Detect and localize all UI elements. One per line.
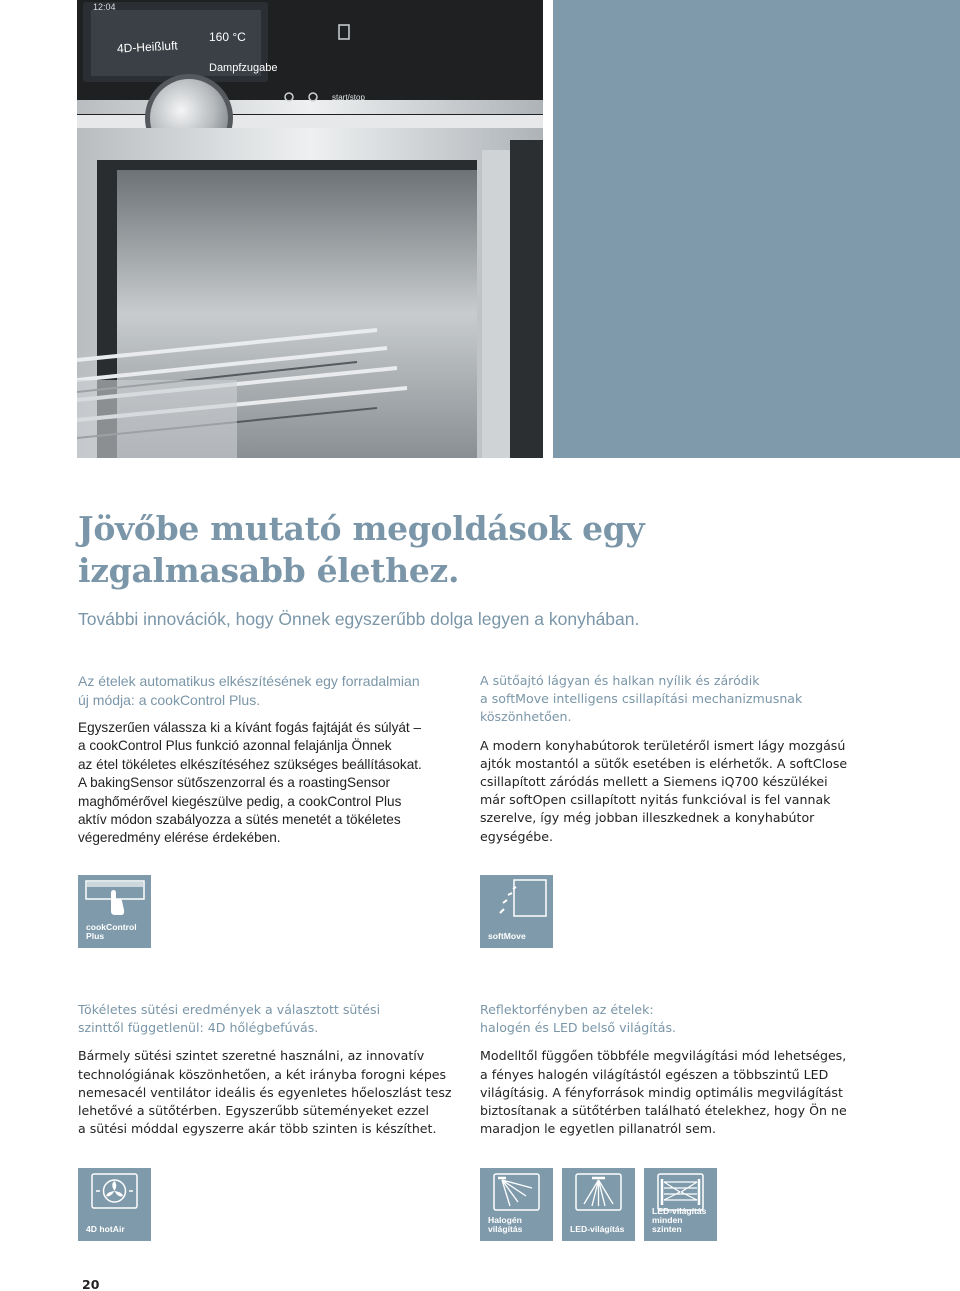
body-line: A bakingSensor sütőszenzorral és a roastingSensor <box>78 775 391 791</box>
section-title <box>480 1001 870 1037</box>
tile-label-line: softMove <box>488 931 526 941</box>
body-line: csillapított záródás mellett a Siemens iQ700 készülékei <box>480 774 828 790</box>
section-hotair <box>78 1001 468 1138</box>
body-line: az étel tökéletes elkészítéséhez szükséges beállításokat. <box>78 756 422 772</box>
section-title-line: Reflektorfényben az ételek: <box>480 1002 654 1017</box>
blue-decor-panel <box>553 0 960 458</box>
body-line: már softOpen csillapított nyitás funkcióval is fel vannak <box>480 792 831 808</box>
body-line: Modelltől függően többféle megvilágítási mód lehetséges, <box>480 1048 847 1064</box>
body-line: a fényes halogén világítástól egészen a többszintű LED <box>480 1066 829 1082</box>
display-time: 12:04 <box>93 2 116 12</box>
body-line: egységébe. <box>480 828 553 844</box>
body-line: világításig. A fényforrások mindig optimális megvilágítást <box>480 1084 843 1100</box>
section-title-line: halogén és LED belső világítás. <box>480 1020 677 1036</box>
page-number: 20 <box>82 1277 100 1291</box>
hotair-tile <box>78 1168 151 1241</box>
display-mode: 4D-Heißluft <box>116 38 179 56</box>
section-body <box>480 737 870 846</box>
body-line: Bármely sütési szintet szeretné használni, az innovatív <box>78 1048 425 1064</box>
oven-photo <box>77 0 543 458</box>
tile-label <box>86 923 148 941</box>
body-line: szerelve, így még jobban illeszkednek a konyhabútor <box>480 810 815 826</box>
body-line: maradjon le egyetlen pillanatról sem. <box>480 1121 716 1137</box>
body-line: Egyszerűen válassza ki a kívánt fogás fajtáját és súlyát – <box>78 720 422 735</box>
tile-label-line: minden szinten <box>652 1215 683 1234</box>
section-lighting <box>480 1001 870 1138</box>
tile-label <box>86 1225 148 1234</box>
headline-line-1: Jövőbe mutató megoldások egy <box>78 509 645 548</box>
section-title <box>78 1001 468 1037</box>
display-startstop: start/stop <box>332 93 365 102</box>
tile-label-line: Plus <box>86 931 105 941</box>
section-title-line: új módja: a cookControl Plus. <box>78 691 261 708</box>
tile-label <box>488 932 550 941</box>
body-line: biztosítanak a sütőtérben található ételekhez, hogy Ön ne <box>480 1103 847 1119</box>
tile-label-line: LED-világítás <box>652 1206 707 1216</box>
section-softmove <box>480 672 870 846</box>
tile-label-line: cookControl <box>86 922 137 932</box>
body-line: A modern konyhabútorok területéről ismert lágy mozgású <box>480 737 846 753</box>
cookcontrol-tile <box>78 875 151 948</box>
tile-label <box>652 1207 714 1234</box>
body-line: lehetővé a sütőtérben. Egyszerűbb süteményeket ezzel <box>78 1103 429 1119</box>
section-title-line: köszönhetően. <box>480 709 572 725</box>
hero-image-band <box>0 0 960 458</box>
section-title-line: Az ételek automatikus elkészítésének egy forradalmian <box>78 673 420 689</box>
halogen-tile <box>480 1168 553 1241</box>
body-line: a sütési móddal egyszerre akár több szinten is készíthet. <box>78 1121 437 1137</box>
body-line: maghőmérővel kiegészülve pedig, a cookControl Plus <box>78 793 402 809</box>
section-body <box>78 1047 468 1138</box>
body-line: aktív módon szabályozza a sütés menetét a tökéletes <box>78 812 401 828</box>
section-title-line: Tökéletes sütési eredmények a választott sütési <box>78 1002 381 1017</box>
body-line: a cookControl Plus funkció azonnal felajánlja Önnek <box>78 738 392 754</box>
body-line: nemesacél ventilátor ideális és egyenletes hőeloszlást tesz <box>78 1084 452 1100</box>
headline-line-2: izgalmasabb élethez. <box>78 551 460 590</box>
section-title-line: szinttől függetlenül: 4D hőlégbefúvás. <box>78 1020 319 1036</box>
tile-label-line: 4D hotAir <box>86 1224 125 1234</box>
section-title <box>78 672 468 709</box>
oven-illustration <box>77 0 543 458</box>
section-title-line: a softMove intelligens csillapítási mechanizmusnak <box>480 691 803 707</box>
led-multilevel-tile <box>644 1168 717 1241</box>
led-tile <box>562 1168 635 1241</box>
section-title <box>480 672 870 727</box>
body-line: végeredmény elérése érdekében. <box>78 830 281 846</box>
body-line: ajtók mostantól a sütők esetében is elérhetők. A softClose <box>480 755 848 771</box>
section-cookcontrol <box>78 672 468 848</box>
softmove-tile <box>480 875 553 948</box>
tile-label-line: Halogén <box>488 1215 522 1225</box>
page-subheadline: További innovációk, hogy Önnek egyszerűbb dolga legyen a konyhában. <box>78 609 640 629</box>
tile-label <box>488 1216 550 1234</box>
display-temp: 160 °C <box>209 30 246 44</box>
tile-label-line: világítás <box>488 1224 523 1234</box>
tile-label <box>570 1225 632 1234</box>
tile-label-line: LED-világítás <box>570 1224 625 1234</box>
body-line: technológiának köszönhetően, a két irányba forogni képes <box>78 1066 447 1082</box>
section-title-line: A sütőajtó lágyan és halkan nyílik és záródik <box>480 673 760 688</box>
section-body <box>78 719 468 848</box>
page-headline <box>78 508 698 592</box>
display-option: Dampfzugabe <box>209 62 278 74</box>
section-body <box>480 1047 870 1138</box>
